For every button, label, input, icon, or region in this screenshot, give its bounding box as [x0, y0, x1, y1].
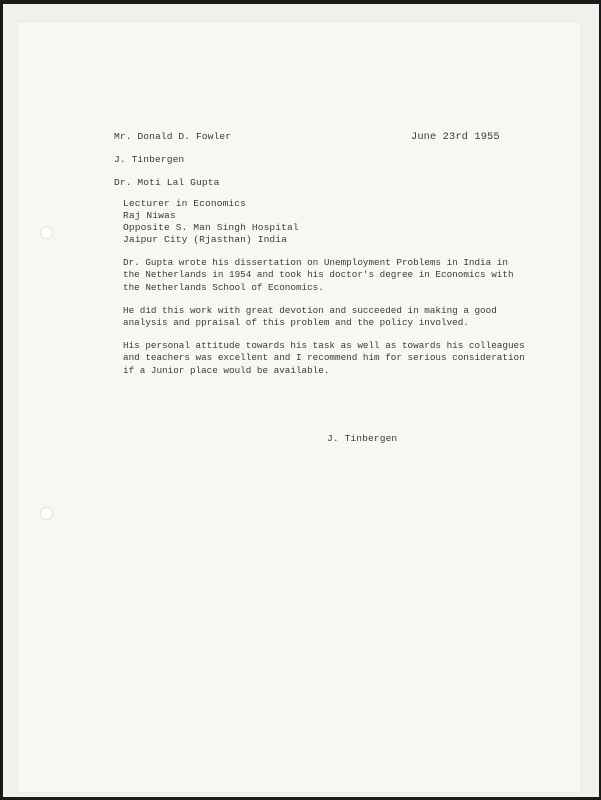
- signature-line: J. Tinbergen: [327, 433, 398, 444]
- paragraph-line: He did this work with great devotion and succeeded in making a good: [123, 305, 497, 316]
- punch-hole-bottom: [40, 507, 53, 520]
- paragraph-line: if a Junior place would be available.: [123, 364, 330, 376]
- scan-border-top: [0, 0, 601, 4]
- paragraph-line: and teachers was excellent and I recommend him for serious consideration: [123, 352, 525, 364]
- sender-line: J. Tinbergen: [114, 154, 185, 165]
- paragraph-line: analysis and ppraisal of this problem and the policy involved.: [123, 317, 469, 329]
- address-line: Opposite S. Man Singh Hospital: [123, 222, 299, 233]
- paragraph-line: Dr. Gupta wrote his dissertation on Unemployment Problems in India in: [123, 257, 508, 268]
- address-line: Jaipur City (Rjasthan) India: [123, 234, 288, 245]
- address-line: Lecturer in Economics: [123, 198, 247, 209]
- paragraph-line: His personal attitude towards his task as well as towards his colleagues: [123, 340, 525, 351]
- body-paragraph-dissertation: [123, 257, 514, 294]
- paragraph-line: the Netherlands in 1954 and took his doctor's degree in Economics with: [123, 269, 514, 281]
- punch-hole-top: [40, 226, 53, 239]
- scan-border-left: [0, 0, 3, 800]
- body-paragraph-analysis: [123, 305, 497, 330]
- paragraph-line: the Netherlands School of Economics.: [123, 281, 324, 293]
- body-paragraph-recommendation: [123, 340, 525, 377]
- subject-name: Dr. Moti Lal Gupta: [114, 177, 220, 188]
- address-line: Raj Niwas: [123, 210, 176, 221]
- recipient-line: Mr. Donald D. Fowler: [114, 131, 232, 142]
- letter-date: June 23rd 1955: [411, 131, 500, 143]
